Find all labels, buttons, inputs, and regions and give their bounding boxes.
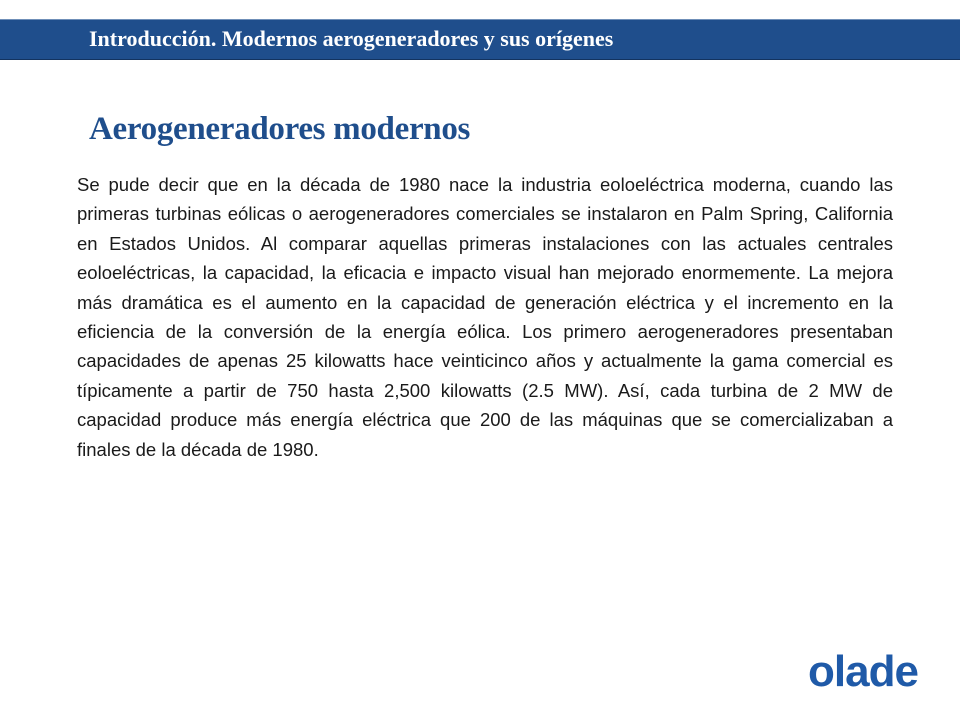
olade-logo: olade <box>808 647 918 696</box>
header-bar <box>0 19 960 60</box>
body-paragraph: Se pude decir que en la década de 1980 nace la industria eoloeléctrica moderna, cuando las primeras turbinas eólicas o aerogeneradores comerciales se instalaron en Palm Spring, California en Estados Unidos. Al comparar aquellas primeras instalaciones con las actuales centrales eoloeléctricas, la capacidad, la eficacia e impacto visual han mejorado enormemente. La mejora más dramática es el aumento en la capacidad de generación eléctrica y el incremento en la eficiencia de la conversión de la energía eólica. Los primero aerogeneradores presentaban capacidades de apenas 25 kilowatts hace veinticinco años y actualmente la gama comercial es típicamente a partir de 750 hasta 2,500 kilowatts (2.5 MW). Así, cada turbina de 2 MW de capacidad produce más energía eléctrica que 200 de las máquinas que se comercializaban a finales de la década de 1980. <box>77 174 893 460</box>
section-title: Aerogeneradores modernos <box>89 111 471 147</box>
header-title: Introducción. Modernos aerogeneradores y sus orígenes <box>89 26 614 51</box>
